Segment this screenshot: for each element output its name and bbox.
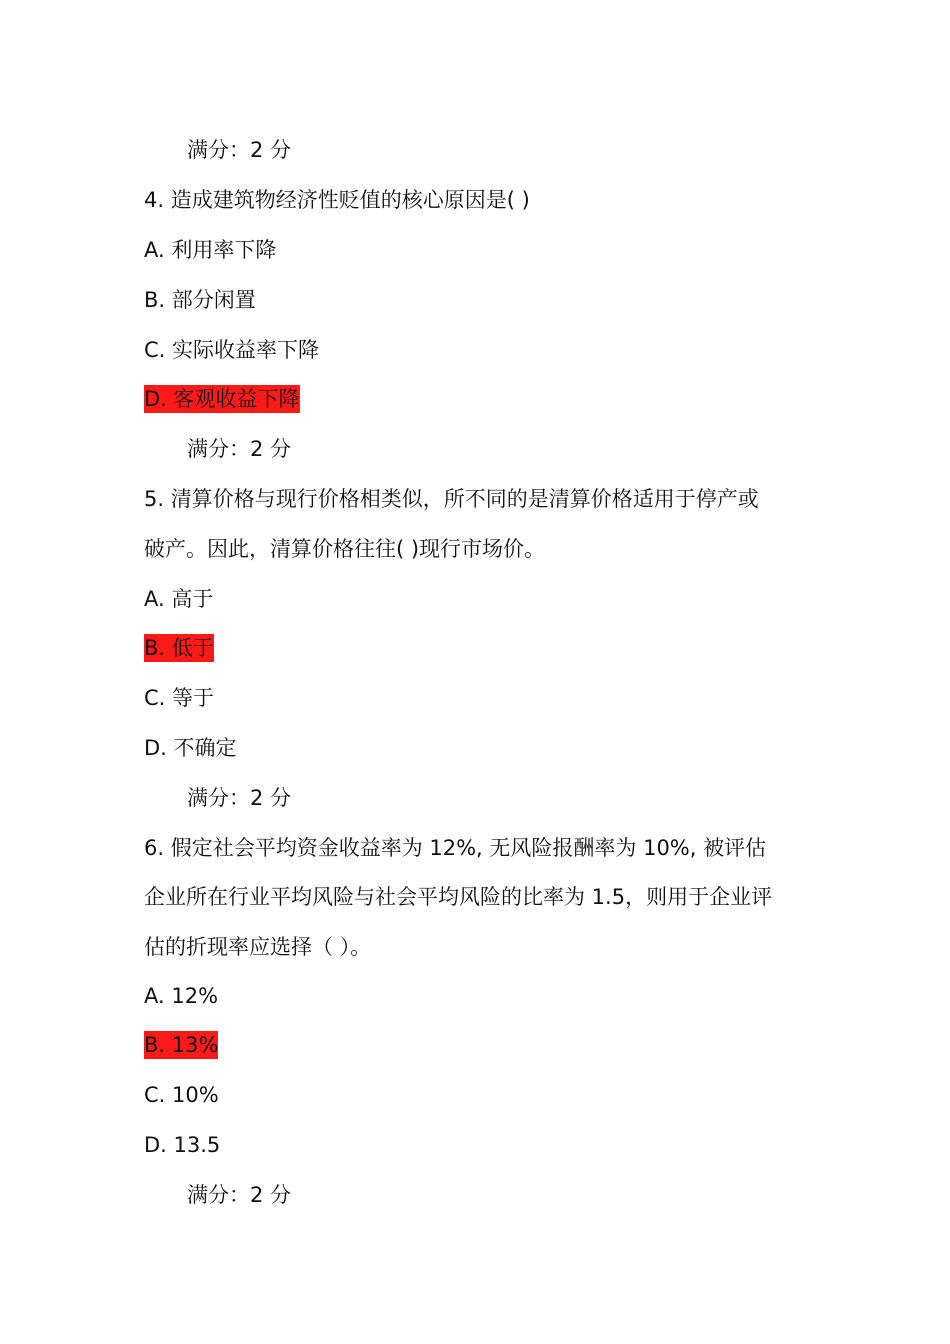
q5-option-b-selected [144, 634, 214, 662]
q5-option-c: C. 等于 [144, 686, 215, 710]
answer-highlight: D. 客观收益下降 [144, 387, 300, 411]
question-6-stem-line-3: 估的折现率应选择（ ）。 [144, 935, 372, 959]
score-line-4: 满分：2 分 [187, 1183, 292, 1207]
question-6-stem-line-2: 企业所在行业平均风险与社会平均风险的比率为 1.5，则用于企业评 [144, 885, 773, 909]
score-line-3: 满分：2 分 [187, 786, 292, 810]
q4-option-d-selected [144, 385, 300, 413]
question-6-stem-line-1: 6. 假定社会平均资金收益率为 12%, 无风险报酬率为 10%, 被评估 [144, 836, 767, 860]
q6-option-a: A. 12% [144, 984, 219, 1008]
q5-option-d: D. 不确定 [144, 736, 237, 760]
question-5-stem-line-1: 5. 清算价格与现行价格相类似，所不同的是清算价格适用于停产或 [144, 487, 759, 511]
q6-option-c: C. 10% [144, 1083, 219, 1107]
q6-option-d: D. 13.5 [144, 1133, 221, 1157]
question-4-stem: 4. 造成建筑物经济性贬值的核心原因是( ) [144, 188, 530, 212]
q4-option-c: C. 实际收益率下降 [144, 338, 320, 362]
question-5-stem-line-2: 破产。因此，清算价格往往( )现行市场价。 [144, 537, 546, 561]
q4-option-a: A. 利用率下降 [144, 238, 277, 262]
score-line-2: 满分：2 分 [187, 437, 292, 461]
score-line-1: 满分：2 分 [187, 138, 292, 162]
answer-highlight: B. 低于 [144, 636, 214, 660]
q5-option-a: A. 高于 [144, 587, 214, 611]
q4-option-b: B. 部分闲置 [144, 288, 256, 312]
q6-option-b-selected [144, 1031, 218, 1059]
answer-highlight: B. 13% [144, 1033, 219, 1057]
